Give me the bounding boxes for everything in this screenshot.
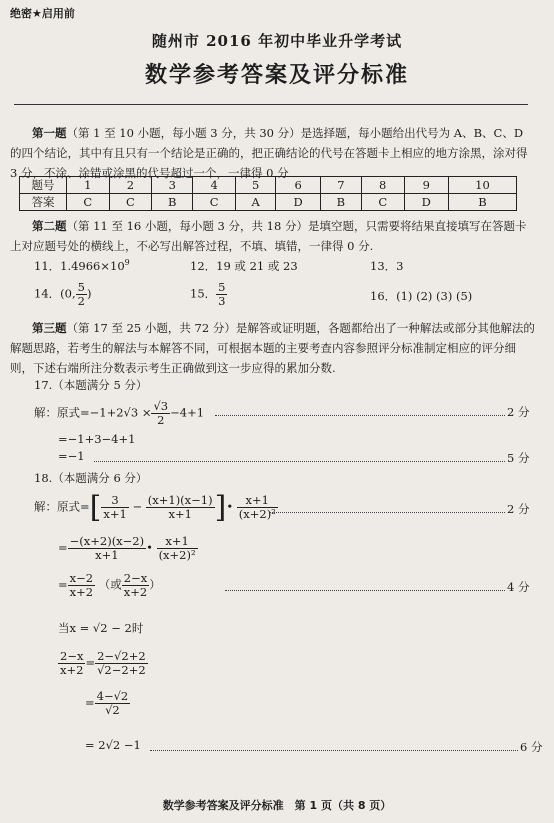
q18-fraction-8: [58, 650, 85, 677]
section2-lead: 第二题: [32, 219, 67, 233]
answer-14-fraction: [76, 281, 87, 308]
left-bracket: [: [89, 490, 102, 525]
table-row-numbers: [20, 177, 517, 194]
denominator: √2: [105, 703, 120, 717]
answer-16: 16．(1) (2) (3) (5): [370, 289, 473, 303]
row-label-answer: 答案: [20, 194, 67, 211]
answer-table: [19, 176, 517, 211]
numerator: 5: [77, 280, 85, 294]
equals-sign: =: [58, 577, 68, 592]
q18-fraction-5: [157, 535, 198, 562]
numerator: (x+1)(x−1): [147, 493, 213, 507]
table-cell: 1: [67, 177, 110, 194]
denominator: 3: [218, 294, 226, 308]
answer-14-prefix: (0,: [60, 286, 76, 301]
table-cell: 9: [404, 177, 448, 194]
table-cell: 3: [152, 177, 193, 194]
denominator: 2: [77, 294, 85, 308]
dot-leader: [215, 415, 505, 416]
q18-line1-prefix: 解：原式=: [34, 499, 90, 514]
table-cell: B: [320, 194, 361, 211]
denominator: x+2: [60, 663, 84, 677]
numerator: 2−√2+2: [97, 649, 146, 663]
table-cell: C: [109, 194, 152, 211]
numerator: 4−√2: [96, 689, 129, 703]
q17-heading: 17.（本题满分 5 分）: [34, 378, 148, 392]
denominator: x+1: [168, 507, 192, 521]
section1-lead: 第一题: [32, 126, 67, 140]
minus-sign: −: [132, 499, 143, 514]
q18-score-2: 4 分: [507, 580, 530, 594]
q17-line1: [34, 400, 204, 427]
q18-fraction-1: [101, 494, 128, 521]
table-cell: 6: [276, 177, 320, 194]
numerator: −(x+2)(x−2): [69, 534, 145, 548]
table-cell: B: [448, 194, 516, 211]
q18-fraction-3: [237, 494, 278, 521]
dot-leader: [270, 512, 505, 513]
numerator: 5: [218, 280, 226, 294]
table-cell: B: [152, 194, 193, 211]
section2-paragraph: [10, 216, 535, 256]
table-cell: D: [404, 194, 448, 211]
q18-fraction-9: [95, 650, 148, 677]
answer-14: [34, 281, 91, 308]
q18-condition: 当x = √2 − 2时: [58, 621, 144, 635]
multiply-dot: •: [226, 499, 234, 514]
document-title: 数学参考答案及评分标准: [144, 63, 409, 88]
denominator: √2−2+2: [97, 663, 146, 677]
confidential-mark: 绝密★启用前: [10, 7, 75, 20]
answer-11-exponent: 9: [124, 258, 130, 268]
table-cell: C: [193, 194, 236, 211]
dot-leader: [94, 461, 505, 462]
answer-15-fraction: [216, 281, 227, 308]
q18-fraction-2: [146, 494, 215, 521]
answer-14-label: 14．: [34, 286, 61, 301]
answer-11-text: 11．1.4966×10: [34, 259, 125, 273]
section2-text: （第 11 至 16 小题，每小题 3 分，共 18 分）是填空题，只需要将结果直接填写在答题卡上对应题号处的横线上，不必写出解答过程，不填、填错，一律得 0 分.: [10, 219, 527, 253]
q18-fraction-10: [95, 690, 131, 717]
denominator: x+2: [123, 585, 148, 599]
denominator: (x+2)²: [158, 548, 196, 562]
q17-line3: =−1: [58, 449, 85, 463]
table-cell: 4: [193, 177, 236, 194]
dot-leader: [225, 590, 505, 591]
equals-sign: =: [85, 695, 95, 710]
q18-heading: 18.（本题满分 6 分）: [34, 471, 148, 485]
exam-title: 随州市 2016 年初中毕业升学考试: [151, 32, 403, 50]
numerator: x+1: [157, 535, 198, 549]
numerator: x−2: [69, 571, 94, 585]
dot-leader: [150, 750, 518, 751]
section1-text: （第 1 至 10 小题，每小题 3 分，共 30 分）是选择题，每小题给出代号为 A、B、C、D 的四个结论，其中有且只有一个结论是正确的，把正确结论的代号在答题卡上相应的地方涂黑，涂对得 3 分，不涂、涂错或涂黑的代号超过一个，一律得 0 分: [10, 126, 528, 180]
q18-final: = 2√2 −1: [85, 738, 141, 752]
denominator: 2: [157, 413, 165, 427]
section3-paragraph: [10, 318, 535, 378]
row-label-number: 题号: [20, 177, 67, 194]
equals-sign: =: [85, 655, 96, 670]
header-divider: [14, 104, 528, 105]
q18-substitution-2: [85, 690, 130, 717]
q17-fraction: [151, 400, 170, 427]
table-cell: 2: [109, 177, 152, 194]
table-cell: 5: [235, 177, 275, 194]
table-cell: A: [235, 194, 275, 211]
denominator: x+1: [95, 548, 119, 562]
answer-15-label: 15．: [190, 286, 217, 301]
q17-score-1: 2 分: [507, 405, 530, 419]
answer-14-suffix: ): [86, 286, 92, 301]
answer-15: [190, 281, 227, 308]
q18-fraction-7: [122, 572, 149, 599]
q18-score-1: 2 分: [507, 502, 530, 516]
answer-11: [34, 258, 130, 274]
alt-open: （或: [98, 577, 122, 592]
alt-close: ）: [149, 577, 161, 592]
q18-fraction-6: [68, 572, 95, 599]
q18-substitution-1: [58, 650, 148, 677]
section3-lead: 第三题: [32, 321, 67, 335]
q17-line1-prefix: 解：原式=−1+2√3 ×: [34, 405, 152, 420]
q18-fraction-4: [68, 535, 146, 562]
q18-line1: [34, 490, 278, 525]
multiply-dot: •: [146, 540, 153, 555]
q18-score-3: 6 分: [520, 740, 543, 754]
equals-sign: =: [58, 540, 68, 555]
numerator: 2−x: [60, 649, 84, 663]
table-cell: 8: [361, 177, 404, 194]
denominator: (x+2)²: [238, 507, 276, 521]
q18-line2: [58, 535, 198, 562]
table-cell: 10: [448, 177, 516, 194]
numerator: 2−x: [123, 571, 148, 585]
table-cell: C: [361, 194, 404, 211]
numerator: √3: [153, 399, 169, 413]
denominator: x+1: [103, 507, 127, 521]
denominator: x+2: [69, 585, 94, 599]
answer-12: 12．19 或 21 或 23: [190, 259, 298, 273]
numerator: 3: [101, 494, 128, 508]
q17-line2: =−1+3−4+1: [58, 432, 136, 446]
right-bracket: ]: [214, 490, 227, 525]
q18-line3: [58, 572, 161, 599]
answer-13: 13．3: [370, 259, 404, 273]
table-row-answers: [20, 194, 517, 211]
table-cell: 7: [320, 177, 361, 194]
page-footer: 数学参考答案及评分标准 第 1 页（共 8 页）: [162, 799, 392, 812]
section3-text: （第 17 至 25 小题，共 72 分）是解答或证明题，各题都给出了一种解法或部分其他解法的解题思路，若考生的解法与本解答不同，可根据本题的主要考查内容参照评分标准制定相应的评分细则，下述右端所注分数表示考生正确做到这一步应得的累加分数.: [10, 321, 535, 375]
table-cell: C: [67, 194, 110, 211]
section1-paragraph: [10, 123, 535, 183]
numerator: x+1: [237, 494, 278, 508]
q17-score-2: 5 分: [507, 451, 530, 465]
table-cell: D: [276, 194, 320, 211]
q17-line1-suffix: −4+1: [170, 405, 205, 420]
